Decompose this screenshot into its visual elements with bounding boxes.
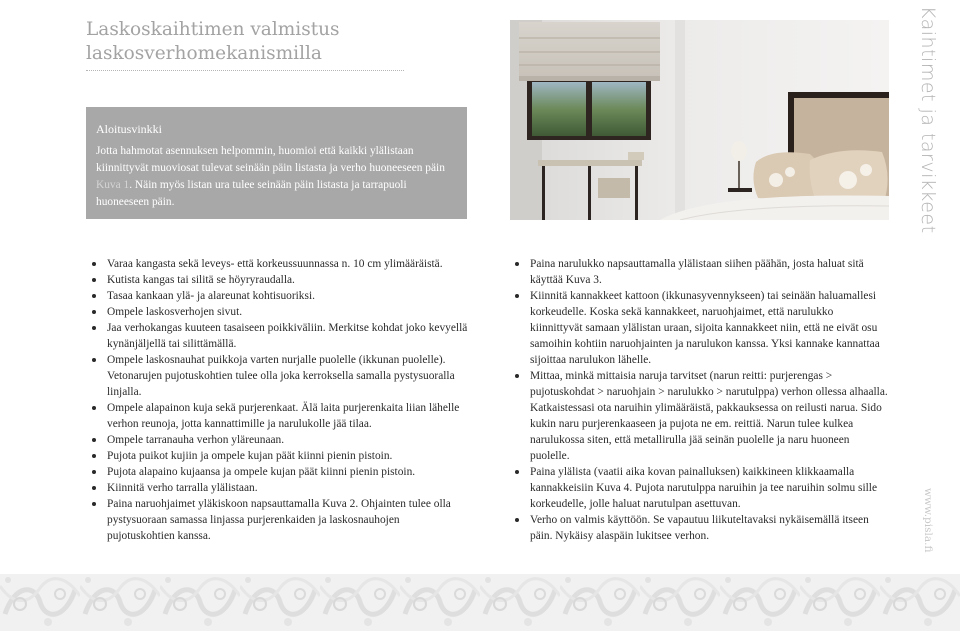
step-item: Ompele alapainon kuja sekä purjerenkaat. Älä laita purjerenkaita liian lähelle verhon reunoja, jotta kannattimille ja narulukolle jää tilaa. xyxy=(91,400,469,432)
bedroom-photo xyxy=(510,20,889,220)
tip-text xyxy=(96,143,451,211)
step-item: Pujota alapaino kujaansa ja ompele kujan päät kiinni pienin pistoin. xyxy=(91,464,469,480)
step-item: Jaa verhokangas kuuteen tasaiseen poikkiväliin. Merkitse kohdat joko kevyellä kynänjäljellä tai silittämällä. xyxy=(91,320,469,352)
step-item: Pujota puikot kujiin ja ompele kujan päät kiinni pienin pistoin. xyxy=(91,448,469,464)
step-item: Paina narulukko napsauttamalla ylälistaan siihen päähän, josta haluat sitä käyttää Kuva 3. xyxy=(514,256,888,288)
step-item: Ompele tarranauha verhon yläreunaan. xyxy=(91,432,469,448)
step-item: Mittaa, minkä mittaisia naruja tarvitset (narun reitti: purjerengas > pujotuskohdat > naruohjain > narulukko > narutulppa) verhon ollessa alhaalla. Katkaistessasi ota naruihin ylimääräistä, pakkauksessa on reilusti narua. Sido kukin naru purjerenkaaseen ja pujota ne em. reittiä. Narun tulee kulkea narulukossa siten, että metallirulla jää seinän puolelle ja naru huoneen puolelle. xyxy=(514,368,888,464)
step-item: Kiinnitä verho tarralla ylälistaan. xyxy=(91,480,469,496)
decorative-footer-pattern xyxy=(0,574,960,631)
step-item: Ompele laskosnauhat puikkoja varten nurjalle puolelle (ikkunan puolelle). Vetonarujen pujotuskohtien tulee olla joka kerroksella samalla pystysuoralla linjalla. xyxy=(91,352,469,400)
title-divider xyxy=(86,70,404,71)
step-item: Paina ylälista (vaatii aika kovan painalluksen) kaikkineen klikkaamalla kannakkeisiin Kuva 4. Pujota narutulppa naruihin ja tee naruihin solmu sille korkeudelle, jolle haluat narutulpan asettuvan. xyxy=(514,464,888,512)
tip-heading: Aloitusvinkki xyxy=(96,122,163,136)
step-item: Varaa kangasta sekä leveys- että korkeussuunnassa n. 10 cm ylimääräistä. xyxy=(91,256,469,272)
step-item: Tasaa kankaan ylä- ja alareunat kohtisuoriksi. xyxy=(91,288,469,304)
step-item: Kiinnitä kannakkeet kattoon (ikkunasyvennykseen) tai seinään haluamallesi korkeudelle. Koska sekä kannakkeet, naruohjaimet, että narulukko kiinnittyvät samaan ylälistan uraan, sijoita kannakkeet niin, että ne eivät osu samoihin kohtiin naruohjainten ja narulukon kanssa. Yksi kannake kannattaa sijoittaa narulukon lähelle. xyxy=(514,288,888,368)
page-title: Laskoskaihtimen valmistus laskosverhomekanismilla xyxy=(86,19,340,64)
tip-text-after: . Näin myös listan ura tulee seinään päin listasta ja tarrapuoli huoneeseen päin. xyxy=(96,179,407,208)
side-url: www.pisla.fi xyxy=(922,488,934,553)
tip-box xyxy=(86,107,467,219)
side-title: Kaihtimet ja tarvikkeet xyxy=(917,6,939,234)
tip-text-before: Jotta hahmotat asennuksen helpommin, huomioi että kaikki ylälistaan kiinnittyvät muoviosat tulevat seinään päin listasta ja verho huoneeseen päin xyxy=(96,145,445,174)
step-item: Kutista kangas tai silitä se höyryraudalla. xyxy=(91,272,469,288)
steps-list-right xyxy=(514,256,888,544)
step-item: Paina naruohjaimet yläkiskoon napsauttamalla Kuva 2. Ohjainten tulee olla pystysuoraan samassa linjassa purjerenkaiden ja laskosnauhojen pujotuskohtien kanssa. xyxy=(91,496,469,544)
step-item: Ompele laskosverhojen sivut. xyxy=(91,304,469,320)
steps-list-left xyxy=(91,256,469,544)
step-item: Verho on valmis käyttöön. Se vapautuu liikuteltavaksi nykäisemällä itseen päin. Nykäisy alaspäin lukitsee verhon. xyxy=(514,512,888,544)
tip-figure-ref: Kuva 1 xyxy=(96,179,130,191)
